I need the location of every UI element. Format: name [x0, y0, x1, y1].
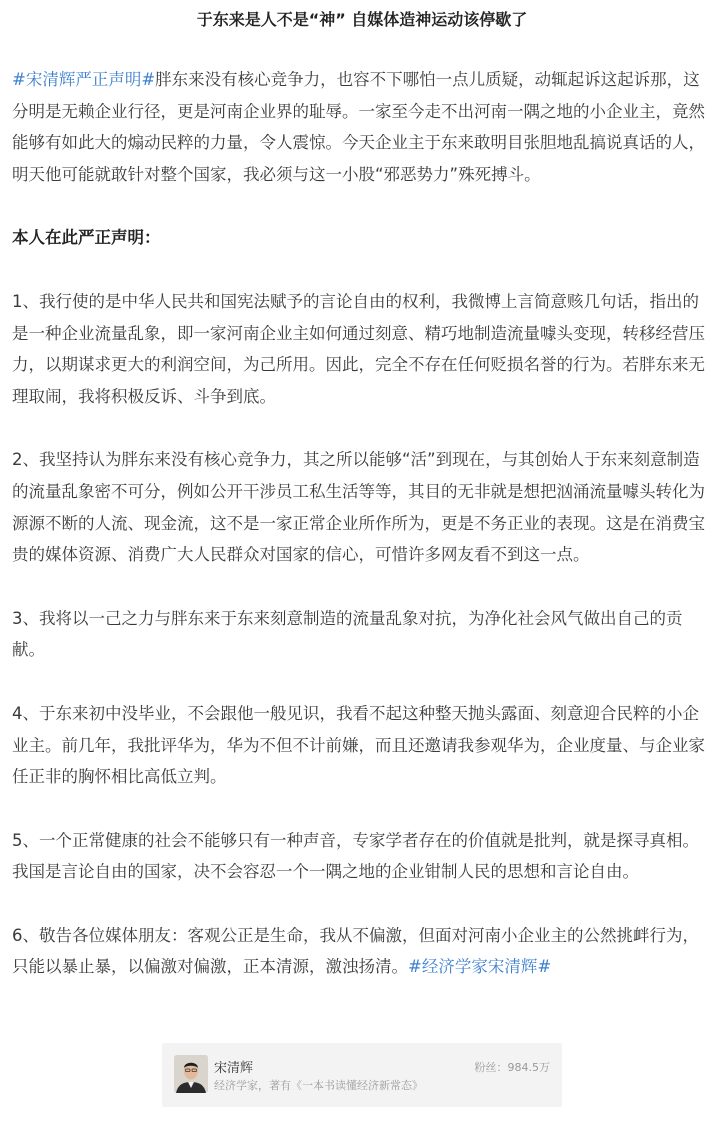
- avatar-portrait-icon: [174, 1055, 208, 1093]
- author-description: 经济学家，著有《一本书读懂经济新常态》: [214, 1079, 423, 1092]
- statement-point-5: 5、一个正常健康的社会不能够只有一种声音，专家学者存在的价值就是批判，就是探寻真相。我国是言论自由的国家，决不会容忍一个一隅之地的企业钳制人民的思想和言论自由。: [12, 830, 699, 882]
- closing-text: 6、敬告各位媒体朋友：客观公正是生命，我从不偏激，但面对河南小企业主的公然挑衅行为，只能以暴止暴，以偏激对偏激，正本清源，激浊扬清。: [12, 925, 699, 977]
- statement-heading: 本人在此严正声明：: [12, 228, 161, 248]
- hashtag-link[interactable]: #宋清辉严正声明#: [12, 70, 156, 89]
- intro-paragraph: [12, 64, 712, 190]
- statement-point-2: 2、我坚持认为胖东来没有核心竞争力，其之所以能够“活”到现在，与其创始人于东来刻意制造的流量乱象密不可分，例如公开干涉员工私生活等等，其目的无非就是想把汹涌流量噱头转化为源源不断的人流、现金流，这不是一家正常企业所作所为，更是不务正业的表现。这是在消费宝贵的媒体资源、消费广大人民群众对国家的信心，可惜许多网友看不到这一点。: [12, 450, 705, 565]
- article-title: 于东来是人不是“神” 自媒体造神运动该停歇了: [196, 10, 528, 29]
- statement-point-6: [12, 920, 712, 983]
- fans-count: 粉丝：984.5万: [474, 1061, 550, 1074]
- article-body: [12, 64, 712, 1015]
- intro-text: 胖东来没有核心竞争力，也容不下哪怕一点儿质疑，动辄起诉这起诉那，这分明是无赖企业行径，更是河南企业界的耻辱。一家至今走不出河南一隅之地的小企业主，竟然能够有如此大的煽动民粹的力量，令人震惊。今天企业主于东来敢明目张胆地乱搞说真话的人，明天他可能就敢针对整个国家，我必须与这一小股“邪恶势力”殊死搏斗。: [12, 70, 705, 184]
- avatar[interactable]: [174, 1055, 208, 1093]
- hashtag-link[interactable]: #经济学家宋清辉#: [408, 957, 552, 977]
- statement-point-1: 1、我行使的是中华人民共和国宪法赋予的言论自由的权利，我微博上言简意赅几句话，指出的是一种企业流量乱象，即一家河南企业主如何通过刻意、精巧地制造流量噱头变现，转移经营压力，以期谋求更大的利润空间，为己所用。因此，完全不存在任何贬损名誉的行为。若胖东来无理取闹，我将积极反诉、斗争到底。: [12, 291, 705, 406]
- author-card[interactable]: [162, 1043, 562, 1107]
- statement-point-3: 3、我将以一己之力与胖东来于东来刻意制造的流量乱象对抗，为净化社会风气做出自己的贡献。: [12, 608, 683, 660]
- author-name[interactable]: 宋清辉: [214, 1061, 254, 1076]
- statement-point-4: 4、于东来初中没毕业，不会跟他一般见识，我看不起这种整天抛头露面、刻意迎合民粹的小企业主。前几年，我批评华为，华为不但不计前嫌，而且还邀请我参观华为，企业度量、与企业家任正非的胸怀相比高低立判。: [12, 703, 705, 787]
